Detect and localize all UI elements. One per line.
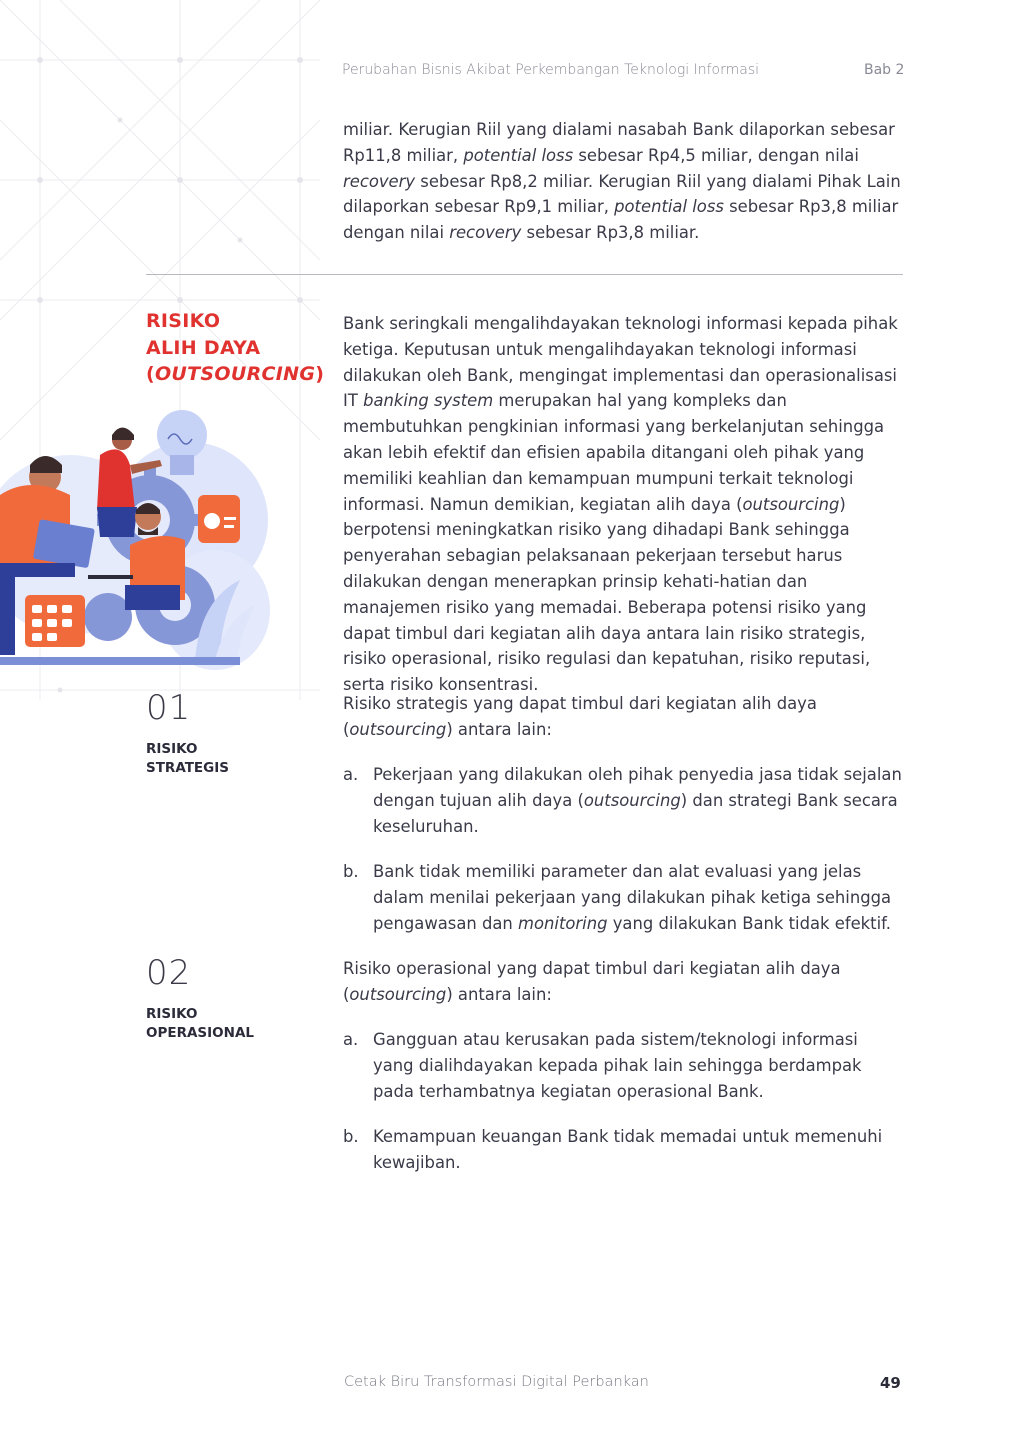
intro-line: miliar. Kerugian Riil yang dialami nasabah Bank dilaporkan sebesar bbox=[343, 120, 895, 139]
intro-line: recovery sebesar Rp8,2 miliar. Kerugian Riil yang dialami Pihak Lain bbox=[343, 171, 901, 191]
chapter-label: Bab 2 bbox=[864, 62, 905, 78]
section-paragraph: Bank seringkali mengalihdayakan teknologi informasi kepada pihak ketiga. Keputusan untuk mengalihdayakan teknologi informasi dilakukan oleh Bank, mengingat implementasi dan operasionalisasi IT banking system merupakan hal yang kompleks dan membutuhkan pengkinian informasi yang berkelanjutan sehingga akan lebih efektif dan efisien apabila ditangani oleh pihak yang memiliki keahlian dan kemampuan mumpuni terkait teknologi informasi. Namun demikian, kegiatan alih daya (outsourcing) berpotensi meningkatkan risiko yang dihadapi Bank sehingga penyerahan sebagian pelaksanaan pekerjaan tersebut harus dilakukan dengan menerapkan prinsip kehati-hatian dan manajemen risiko yang memadai. Beberapa potensi risiko yang dapat timbul dari kegiatan alih daya antara lain risiko strategis, risiko operasional, risiko regulasi dan kepatuhan, risiko reputasi, serta risiko konsentrasi. bbox=[343, 314, 898, 695]
risk-label-strategis: RISIKO STRATEGIS bbox=[146, 741, 229, 776]
outsourcing-team-illustration bbox=[0, 395, 312, 670]
intro-line: dengan nilai recovery sebesar Rp3,8 miliar. bbox=[343, 223, 700, 243]
footer-title: Cetak Biru Transformasi Digital Perbankan bbox=[344, 1374, 649, 1390]
running-header-title: Perubahan Bisnis Akibat Perkembangan Teknologi Informasi bbox=[342, 62, 760, 78]
risk-label-operasional: RISIKO OPERASIONAL bbox=[146, 1006, 255, 1041]
list-item: b. Bank tidak memiliki parameter dan alat evaluasi yang jelas dalam menilai pekerjaan yang dilakukan pihak ketiga sehingga pengawasan dan monitoring yang dilakukan Bank tidak efektif. bbox=[343, 862, 892, 933]
intro-paragraph bbox=[343, 117, 903, 246]
section-title: RISIKO ALIH DAYA (OUTSOURCING) bbox=[146, 310, 325, 385]
risk-number-01: 01 bbox=[146, 688, 192, 728]
intro-line: dilaporkan sebesar Rp9,1 miliar, potential loss sebesar Rp3,8 miliar bbox=[343, 197, 899, 217]
risk-number-02: 02 bbox=[146, 953, 192, 993]
intro-line: Rp11,8 miliar, potential loss sebesar Rp4,5 miliar, dengan nilai bbox=[343, 145, 859, 165]
section-divider bbox=[146, 274, 903, 275]
list-item: a. Pekerjaan yang dilakukan oleh pihak penyedia jasa tidak sejalan dengan tujuan alih daya (outsourcing) dan strategi Bank secara keseluruhan. bbox=[343, 765, 902, 836]
risk2-intro: Risiko operasional yang dapat timbul dari kegiatan alih daya (outsourcing) antara lain: bbox=[343, 959, 841, 1004]
page-number: 49 bbox=[880, 1374, 901, 1392]
risk1-intro: Risiko strategis yang dapat timbul dari kegiatan alih daya (outsourcing) antara lain: bbox=[343, 694, 817, 739]
list-item: b. Kemampuan keuangan Bank tidak memadai untuk memenuhi kewajiban. bbox=[343, 1127, 883, 1172]
list-item: a. Gangguan atau kerusakan pada sistem/teknologi informasi yang dialihdayakan kepada pihak lain sehingga berdampak pada terhambatnya kegiatan operasional Bank. bbox=[343, 1030, 862, 1101]
